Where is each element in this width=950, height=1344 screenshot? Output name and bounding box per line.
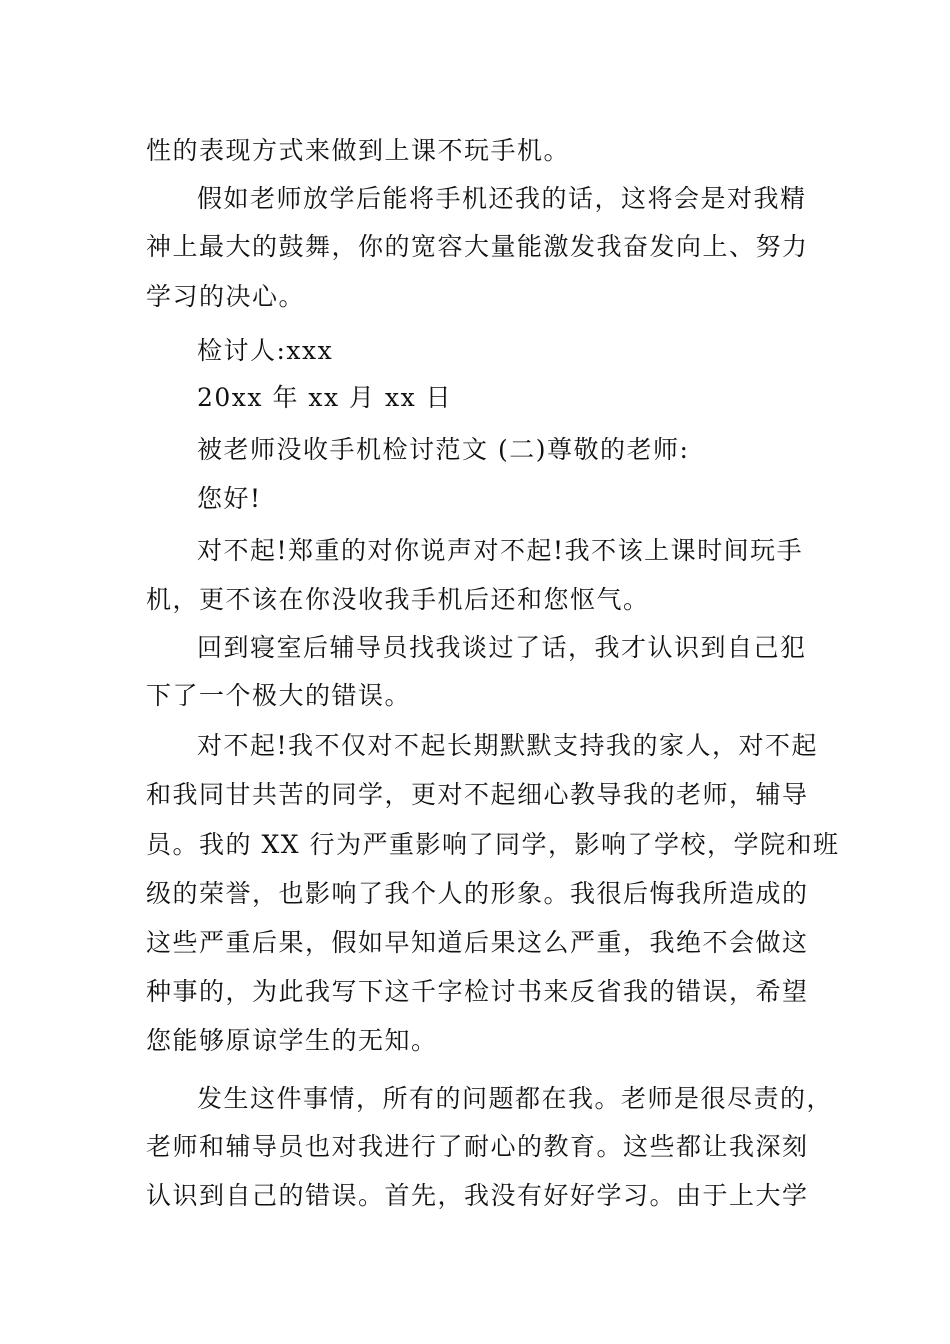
signature-line: 检讨人:xxx: [197, 336, 334, 365]
text-line: 假如老师放学后能将手机还我的话，这将会是对我精: [197, 184, 807, 213]
text-line: 员。我的 XX 行为严重影响了同学，影响了学校，学院和班: [146, 830, 840, 859]
text-line: 性的表现方式来做到上课不玩手机。: [146, 136, 571, 165]
text-line: 学习的决心。: [146, 282, 306, 311]
text-line: 老师和辅导员也对我进行了耐心的教育。这些都让我深刻: [146, 1132, 809, 1161]
text-line: 对不起!郑重的对你说声对不起!我不该上课时间玩手: [197, 536, 804, 565]
greeting-line: 您好!: [197, 484, 262, 513]
text-line: 回到寝室后辅导员找我谈过了话，我才认识到自己犯: [197, 633, 807, 662]
section-heading: 被老师没收手机检讨范文 (二)尊敬的老师:: [197, 435, 690, 464]
text-line: 机，更不该在你没收我手机后还和您怄气。: [146, 585, 650, 614]
text-line: 种事的，为此我写下这千字检讨书来反省我的错误，希望: [146, 977, 809, 1006]
text-line: 发生这件事情，所有的问题都在我。老师是很尽责的，: [197, 1084, 834, 1113]
text-line: 和我同甘共苦的同学，更对不起细心教导我的老师，辅导: [146, 780, 809, 809]
text-line: 下了一个极大的错误。: [146, 681, 412, 710]
date-line: 20xx 年 xx 月 xx 日: [197, 383, 453, 412]
text-line: 神上最大的鼓舞，你的宽容大量能激发我奋发向上、努力: [146, 232, 809, 261]
text-line: 这些严重后果，假如早知道后果这么严重，我绝不会做这: [146, 928, 809, 957]
text-line: 对不起!我不仅对不起长期默默支持我的家人，对不起: [197, 731, 819, 760]
text-line: 认识到自己的错误。首先，我没有好好学习。由于上大学: [146, 1181, 809, 1210]
text-line: 级的荣誉，也影响了我个人的形象。我很后悔我所造成的: [146, 879, 809, 908]
text-line: 您能够原谅学生的无知。: [146, 1026, 438, 1055]
